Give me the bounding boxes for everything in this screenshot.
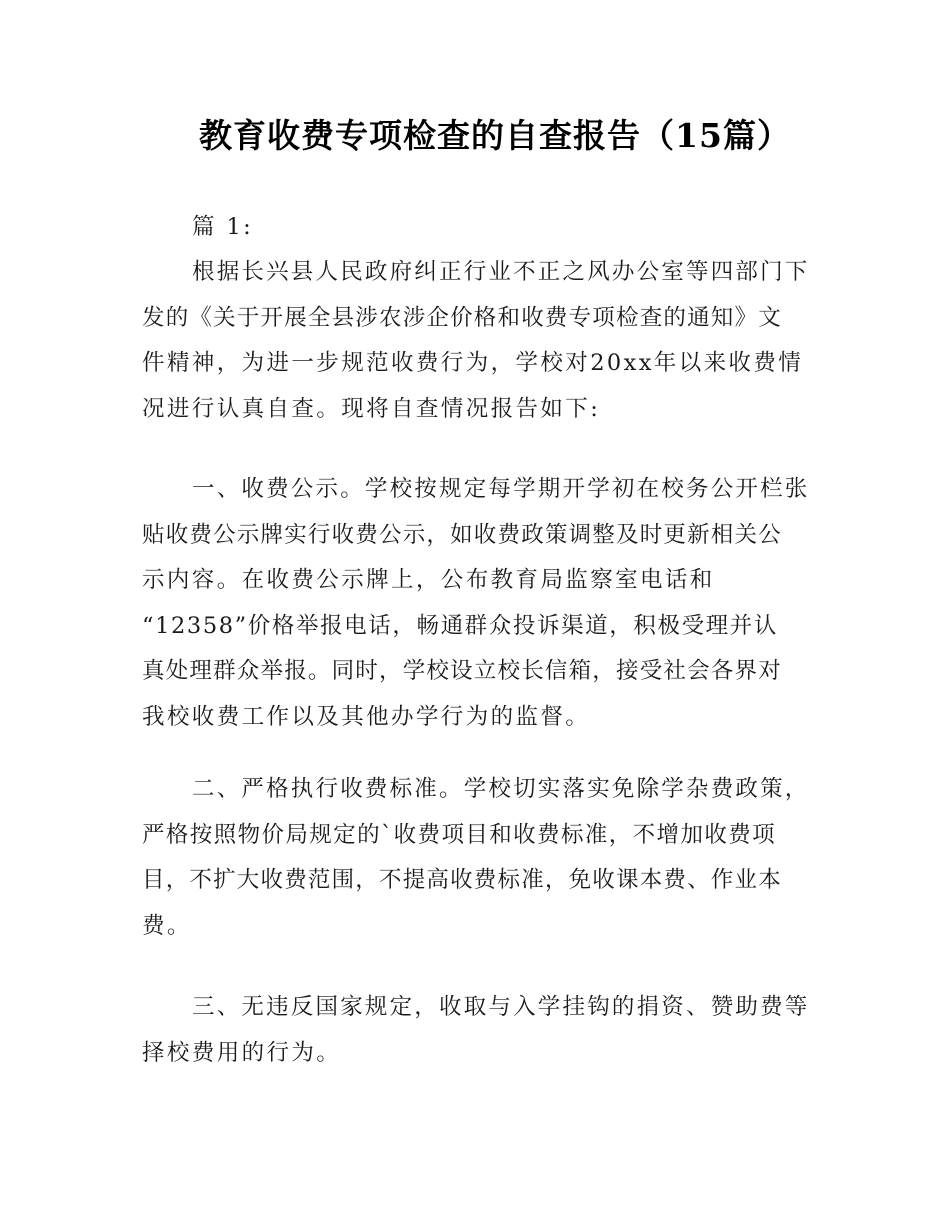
paragraph-line: 择校费用的行为。 — [142, 1039, 342, 1066]
paragraph-line: 三、无违反国家规定，收取与入学挂钩的捐资、赞助费等 — [192, 994, 810, 1020]
chapter-label-text: 篇 1: — [192, 214, 254, 240]
paragraph-no-violations — [142, 985, 812, 1076]
paragraph-line: 费。 — [142, 912, 192, 939]
document-title: 教育收费专项检查的自查报告（15篇） — [199, 116, 791, 155]
paragraph-line: 件精神，为进一步规范收费行为，学校对20xx年以来收费情 — [142, 350, 804, 377]
paragraph-intro — [142, 250, 812, 432]
paragraph-line: “12358”价格举报电话，畅通群众投诉渠道，积极受理并认 — [142, 612, 778, 639]
paragraph-line: 严格按照物价局规定的`收费项目和收费标准，不增加收费项 — [142, 821, 777, 848]
paragraph-line: 发的《关于开展全县涉农涉企价格和收费专项检查的通知》文 — [142, 304, 782, 331]
paragraph-line: 真处理群众举报。同时，学校设立校长信箱，接受社会各界对 — [142, 658, 782, 685]
paragraph-line: 况进行认真自查。现将自查情况报告如下: — [142, 395, 601, 422]
paragraph-line: 一、收费公示。学校按规定每学期开学初在校务公开栏张 — [192, 476, 810, 502]
chapter-label — [142, 205, 812, 251]
paragraph-fee-standards — [142, 767, 812, 949]
paragraph-line: 贴收费公示牌实行收费公示，如收费政策调整及时更新相关公 — [142, 521, 782, 548]
paragraph-line: 二、严格执行收费标准。学校切实落实免除学杂费政策， — [192, 776, 810, 802]
paragraph-line: 我校收费工作以及其他办学行为的监督。 — [142, 703, 591, 730]
paragraph-line: 示内容。在收费公示牌上，公布教育局监察室电话和 — [142, 567, 715, 594]
paragraph-fee-publicity — [142, 467, 812, 741]
paragraph-line: 根据长兴县人民政府纠正行业不正之风办公室等四部门下 — [192, 259, 810, 285]
paragraph-line: 目，不扩大收费范围，不提高收费标准，免收课本费、作业本 — [142, 867, 782, 894]
